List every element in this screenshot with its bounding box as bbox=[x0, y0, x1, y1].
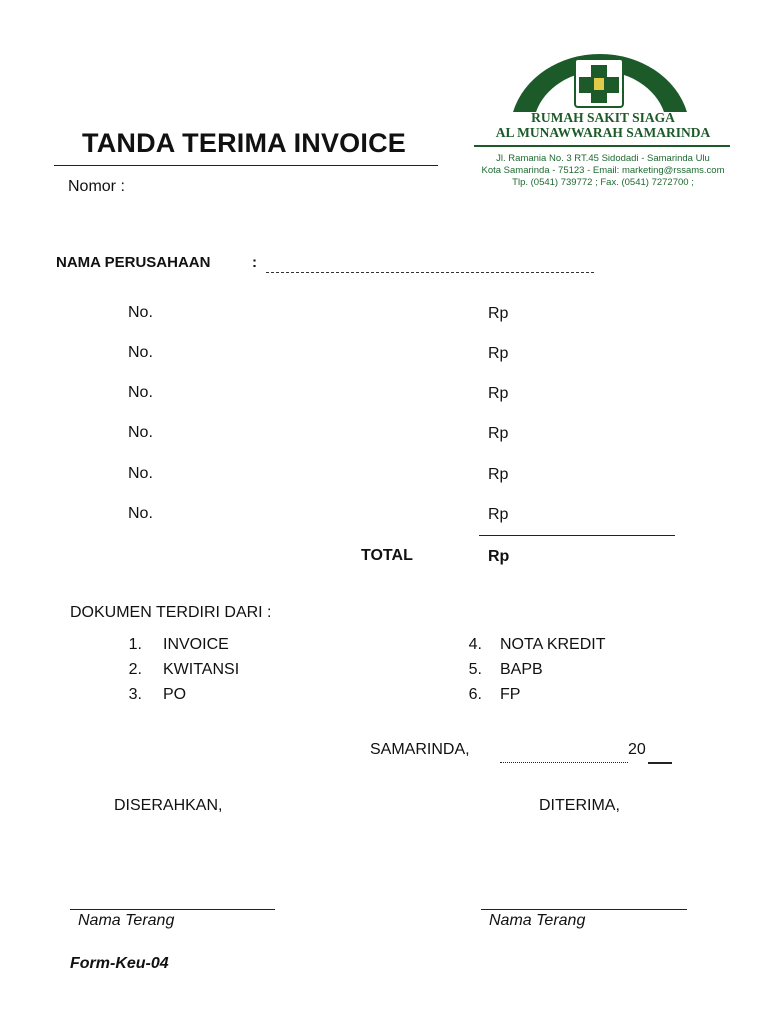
form-code: Form-Keu-04 bbox=[70, 955, 169, 972]
date-city: SAMARINDA, bbox=[370, 741, 470, 758]
documents-heading: DOKUMEN TERDIRI DARI : bbox=[70, 604, 272, 621]
hospital-header-rule bbox=[474, 145, 730, 147]
invoice-rp-label: Rp bbox=[488, 425, 509, 442]
date-year-field[interactable] bbox=[648, 762, 672, 764]
document-item-kwitansi: KWITANSI bbox=[163, 661, 240, 678]
hospital-address-line3: Tlp. (0541) 739772 ; Fax. (0541) 7272700 ; bbox=[512, 177, 694, 188]
company-name-colon: : bbox=[252, 254, 257, 271]
nomor-label: Nomor : bbox=[68, 178, 125, 195]
invoice-rp-label: Rp bbox=[488, 506, 509, 523]
invoice-no-label: No. bbox=[128, 465, 153, 482]
signature-line-left[interactable] bbox=[70, 909, 275, 910]
date-year-prefix: 20 bbox=[628, 741, 646, 758]
total-rule bbox=[479, 535, 675, 536]
title-underline bbox=[54, 165, 438, 166]
hospital-name-line2: AL MUNAWWARAH SAMARINDA bbox=[495, 125, 711, 140]
invoice-no-label: No. bbox=[128, 304, 153, 321]
hospital-address-line1: Jl. Ramania No. 3 RT.45 Sidodadi - Samarinda Ulu bbox=[496, 153, 710, 164]
invoice-no-label: No. bbox=[128, 384, 153, 401]
document-item-fp: FP bbox=[500, 686, 521, 703]
signature-name-left: Nama Terang bbox=[78, 912, 175, 929]
document-item-number: 2. bbox=[128, 661, 142, 678]
invoice-rp-label: Rp bbox=[488, 345, 509, 362]
hospital-name-line1: RUMAH SAKIT SIAGA bbox=[531, 110, 675, 125]
signature-name-right: Nama Terang bbox=[489, 912, 586, 929]
document-item-number: 1. bbox=[128, 636, 142, 653]
document-item-number: 5. bbox=[468, 661, 482, 678]
signature-received-label: DITERIMA, bbox=[539, 797, 620, 814]
date-field[interactable] bbox=[500, 762, 628, 763]
invoice-rp-label: Rp bbox=[488, 466, 509, 483]
total-rp-label: Rp bbox=[488, 548, 510, 565]
document-item-number: 3. bbox=[128, 686, 142, 703]
invoice-no-label: No. bbox=[128, 344, 153, 361]
document-item-number: 6. bbox=[468, 686, 482, 703]
company-name-field[interactable] bbox=[266, 272, 594, 273]
invoice-no-label: No. bbox=[128, 424, 153, 441]
document-item-nota-kredit: NOTA KREDIT bbox=[500, 636, 606, 653]
invoice-rp-label: Rp bbox=[488, 305, 509, 322]
document-item-po: PO bbox=[163, 686, 187, 703]
document-item-number: 4. bbox=[468, 636, 482, 653]
document-item-bapb: BAPB bbox=[500, 661, 543, 678]
invoice-rp-label: Rp bbox=[488, 385, 509, 402]
signature-line-right[interactable] bbox=[481, 909, 687, 910]
document-item-invoice: INVOICE bbox=[163, 636, 229, 653]
document-title: TANDA TERIMA INVOICE bbox=[82, 128, 406, 158]
company-name-label: NAMA PERUSAHAAN bbox=[56, 254, 211, 271]
invoice-no-label: No. bbox=[128, 505, 153, 522]
hospital-address-line2: Kota Samarinda - 75123 - Email: marketing@rssams.com bbox=[481, 165, 725, 176]
total-label: TOTAL bbox=[361, 547, 413, 564]
signature-handed-over-label: DISERAHKAN, bbox=[114, 797, 223, 814]
